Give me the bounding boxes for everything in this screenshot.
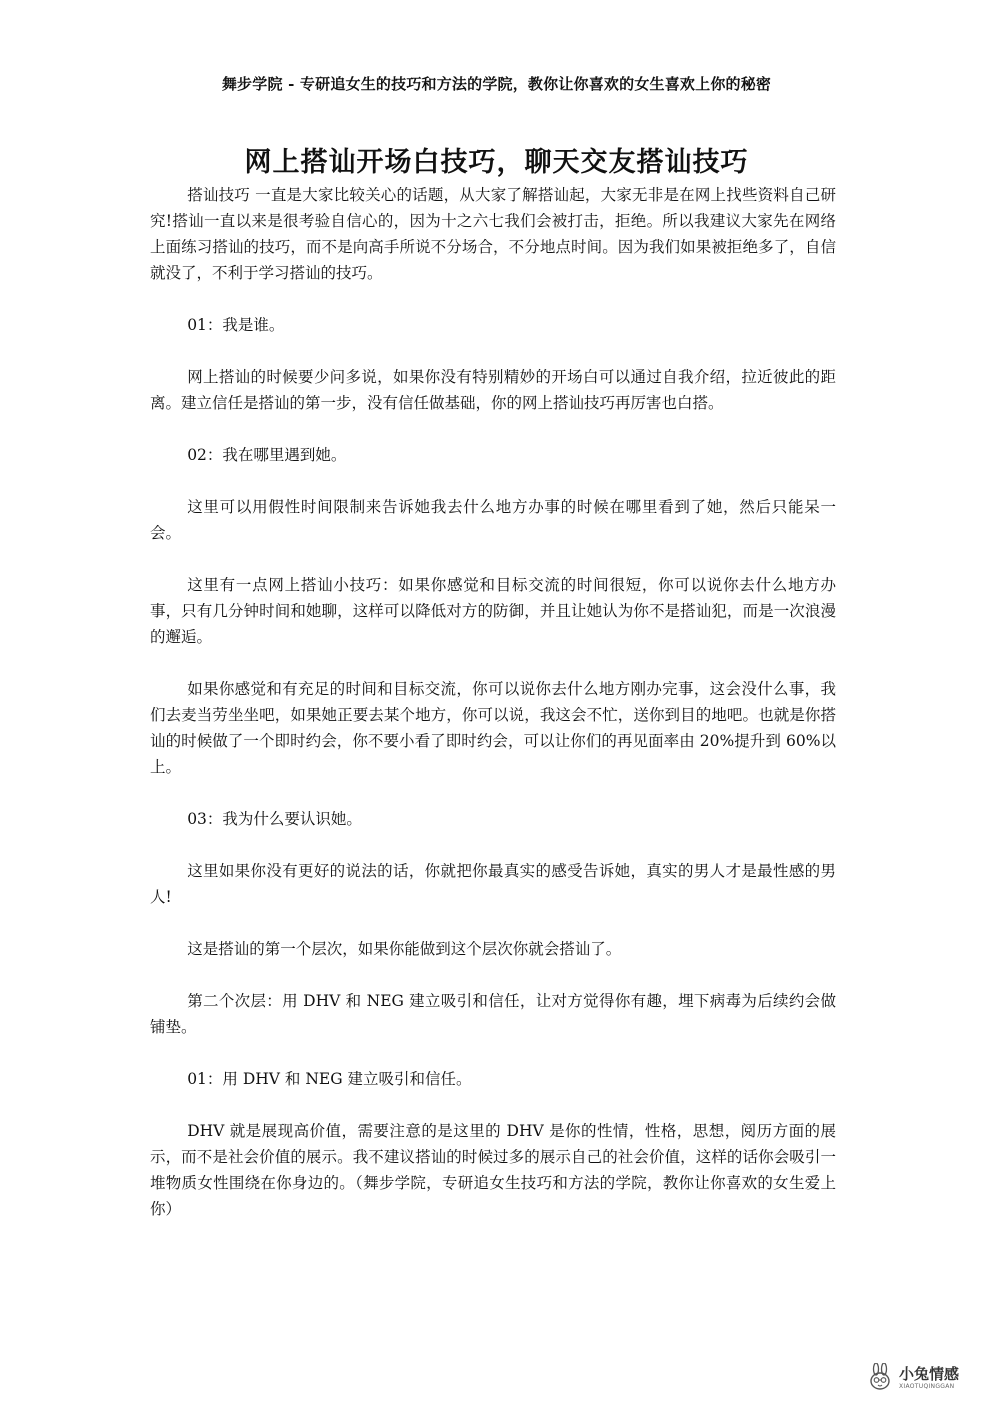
paragraph: 这是搭讪的第一个层次，如果你能做到这个层次你就会搭讪了。 — [187, 940, 622, 958]
watermark-name: 小兔情感 — [899, 1365, 960, 1383]
section-heading-03: 03：我为什么要认识她。 — [187, 810, 362, 828]
article-body — [150, 182, 836, 1248]
paragraph: 这里如果你没有更好的说法的话，你就把你最真实的感受告诉她，真实的男人才是最性感的男人! — [150, 862, 836, 906]
section-heading-01: 01：我是谁。 — [187, 316, 285, 334]
section-heading-02: 02：我在哪里遇到她。 — [187, 446, 347, 464]
paragraph-intro: 搭讪技巧 一直是大家比较关心的话题，从大家了解搭讪起，大家无非是在网上找些资料自己研究!搭讪一直以来是很考验自信心的，因为十之六七我们会被打击，拒绝。所以我建议大家先在网络上面练习搭讪的技巧，而不是向高手所说不分场合，不分地点时间。因为我们如果被拒绝多了，自信就没了，不利于学习搭讪的技巧。 — [150, 186, 836, 282]
section-heading-dhv: 01：用 DHV 和 NEG 建立吸引和信任。 — [187, 1070, 472, 1088]
article-title: 网上搭讪开场白技巧，聊天交友搭讪技巧 — [244, 147, 749, 178]
paragraph: 第二个次层：用 DHV 和 NEG 建立吸引和信任，让对方觉得你有趣，埋下病毒为后续约会做铺垫。 — [150, 992, 836, 1036]
watermark-pinyin: XIAOTUQINGGAN — [899, 1383, 955, 1390]
paragraph: DHV 就是展现高价值，需要注意的是这里的 DHV 是你的性情，性格，思想，阅历方面的展示，而不是社会价值的展示。我不建议搭讪的时候过多的展示自己的社会价值，这样的话你会吸引一堆物质女性围绕在你身边的。（舞步学院，专研追女生技巧和方法的学院，教你让你喜欢的女生爱上你） — [150, 1122, 836, 1218]
paragraph: 这里有一点网上搭讪小技巧：如果你感觉和目标交流的时间很短，你可以说你去什么地方办事，只有几分钟时间和她聊，这样可以降低对方的防御，并且让她认为你不是搭讪犯，而是一次浪漫的邂逅。 — [150, 576, 836, 646]
page-header: 舞步学院 - 专研追女生的技巧和方法的学院，教你让你喜欢的女生喜欢上你的秘密 — [221, 75, 772, 93]
paragraph: 网上搭讪的时候要少问多说，如果你没有特别精妙的开场白可以通过自我介绍，拉近彼此的距离。建立信任是搭讪的第一步，没有信任做基础，你的网上搭讪技巧再厉害也白搭。 — [150, 368, 836, 412]
rabbit-logo-icon — [865, 1363, 895, 1393]
watermark — [865, 1360, 983, 1396]
paragraph: 这里可以用假性时间限制来告诉她我去什么地方办事的时候在哪里看到了她，然后只能呆一会。 — [150, 498, 836, 542]
paragraph: 如果你感觉和有充足的时间和目标交流，你可以说你去什么地方刚办完事，这会没什么事，我们去麦当劳坐坐吧，如果她正要去某个地方，你可以说，我这会不忙，送你到目的地吧。也就是你搭讪的时候做了一个即时约会，你不要小看了即时约会，可以让你们的再见面率由 20%提升到 60%以上。 — [150, 680, 836, 776]
